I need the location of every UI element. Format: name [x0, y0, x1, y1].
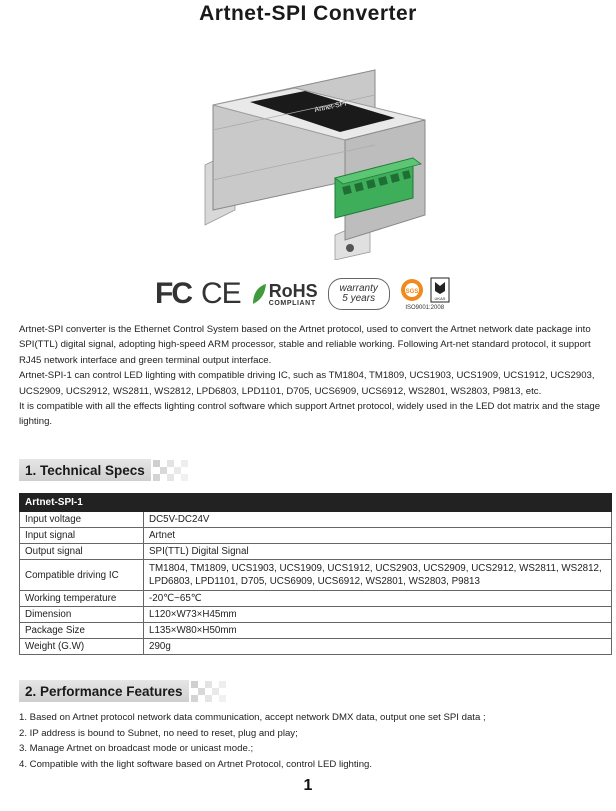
- ce-logo: CE: [201, 277, 241, 310]
- spec-value: L120×W73×H45mm: [144, 607, 612, 623]
- table-row: [20, 544, 612, 560]
- spec-value: SPI(TTL) Digital Signal: [144, 544, 612, 560]
- spec-value: L135×W80×H50mm: [144, 623, 612, 639]
- section-decoration: [191, 681, 226, 702]
- intro-text: [19, 322, 611, 430]
- intro-paragraph: Artnet-SPI-1 can control LED lighting with compatible driving IC, such as TM1804, TM1809, UCS1903, UCS1909, UCS1912, UCS2903, UCS2909, UCS2912, WS2811, WS2812, LPD6803, LPD1101, D705, UCS6909, UCS6912, WS2801, WS2803, P9813, etc.: [19, 370, 595, 397]
- section-title: 1. Technical Specs: [19, 459, 151, 481]
- rohs-text: RoHS: [268, 280, 318, 301]
- table-row: [20, 512, 612, 528]
- fc-logo: FC: [155, 277, 191, 310]
- spec-key: Input voltage: [20, 512, 144, 528]
- table-row: [20, 528, 612, 544]
- spec-key: Input signal: [20, 528, 144, 544]
- features-list: [19, 710, 611, 772]
- spec-value: Artnet: [144, 528, 612, 544]
- intro-paragraph: Artnet-SPI converter is the Ethernet Control System based on the Artnet protocol, used to convert the Artnet network date package into SPI(TTL) digital signal, adopting high-speed ARM processor, stable and reliable working. Following Art-net standard protocol, it support RJ45 network interface and green terminal output interface.: [19, 324, 591, 366]
- table-row: [20, 560, 612, 591]
- page-title: Artnet-SPI Converter: [199, 2, 417, 25]
- rohs-logo: [251, 282, 318, 307]
- page-number: 1: [303, 777, 313, 794]
- spec-value: -20℃~65℃: [144, 591, 612, 607]
- spec-key: Output signal: [20, 544, 144, 560]
- spec-value: TM1804, TM1809, UCS1903, UCS1909, UCS1912, UCS2903, UCS2909, UCS2912, WS2811, WS2812, LPD6803, LPD1101, D705, UCS6909, UCS6912, WS2801, WS2803, P9813: [144, 560, 612, 591]
- table-row: [20, 639, 612, 655]
- iso-logos: [400, 277, 450, 311]
- warranty-years: 5 years: [342, 293, 376, 304]
- svg-text:Artnet-SPI: Artnet-SPI: [313, 100, 348, 114]
- spec-key: Package Size: [20, 623, 144, 639]
- spec-key: Dimension: [20, 607, 144, 623]
- list-item: 1. Based on Artnet protocol network data communication, accept network DMX data, output one set SPI data ;: [19, 712, 486, 723]
- table-header: Artnet-SPI-1: [20, 494, 612, 512]
- certification-logos: [155, 272, 485, 316]
- spec-value: 290g: [144, 639, 612, 655]
- spec-value: DC5V-DC24V: [144, 512, 612, 528]
- warranty-label: warranty: [339, 282, 378, 294]
- spec-key: Compatible driving IC: [20, 560, 144, 591]
- spec-key: Working temperature: [20, 591, 144, 607]
- list-item: 4. Compatible with the light software based on Artnet Protocol, control LED lighting.: [19, 758, 373, 770]
- intro-paragraph: It is compatible with all the effects lighting control software which support Artnet protocol, widely used in the LED dot matrix and the stage lighting.: [19, 401, 601, 428]
- section-header-performance: [19, 680, 249, 702]
- table-row: [20, 591, 612, 607]
- table-row: [20, 607, 612, 623]
- ukas-icon: [430, 277, 450, 303]
- warranty-badge: [328, 278, 390, 310]
- spec-key: Weight (G.W): [20, 639, 144, 655]
- sgs-icon: [400, 278, 424, 302]
- list-item: 3. Manage Artnet on broadcast mode or unicast mode.;: [19, 743, 254, 755]
- iso-cert-text: ISO9001:2008: [405, 305, 445, 311]
- spec-table: [19, 493, 612, 655]
- section-title: 2. Performance Features: [19, 680, 189, 702]
- product-image: [195, 60, 435, 260]
- sgs-text: SGS: [405, 289, 419, 295]
- rohs-compliant: COMPLIANT: [268, 299, 316, 307]
- table-row: [20, 623, 612, 639]
- section-header-tech: [19, 459, 249, 481]
- section-decoration: [153, 460, 188, 481]
- leaf-icon: [251, 282, 267, 306]
- ukas-text: UKAS: [434, 296, 446, 301]
- list-item: 2. IP address is bound to Subnet, no need to reset, plug and play;: [19, 727, 298, 739]
